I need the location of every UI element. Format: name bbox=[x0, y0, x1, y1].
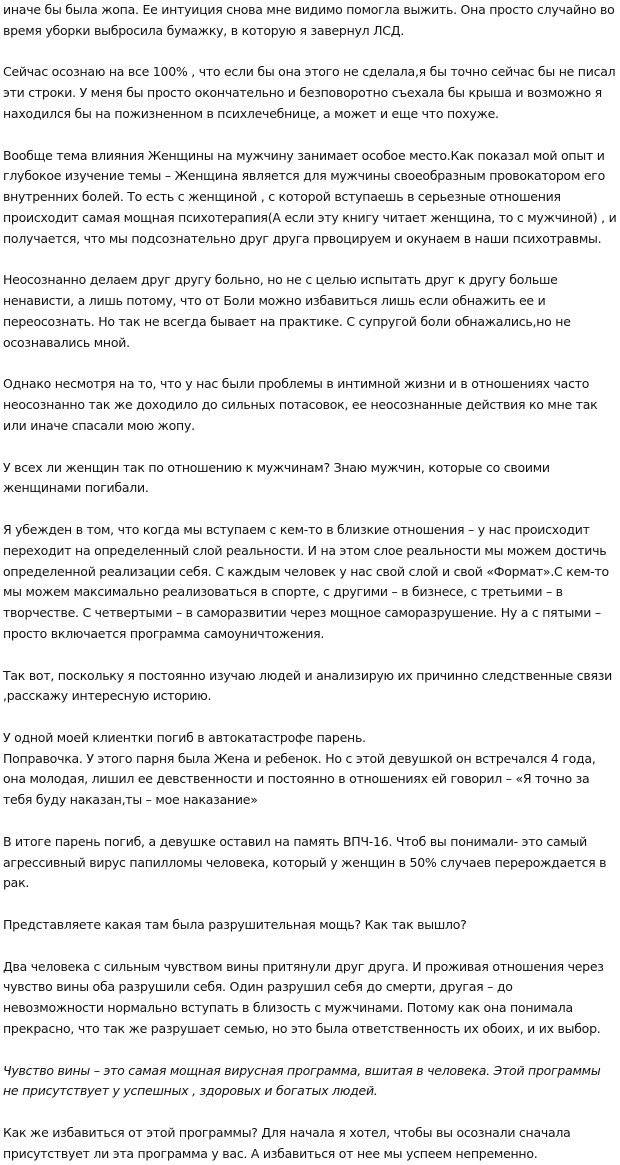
paragraph: Я убежден в том, что когда мы вступаем с кем-то в близкие отношения – у нас происходит переходит на определенный слой реальности. И на этом слое реальности мы можем достичь определенной реализации себя. С каждым человек у нас свой слой и свой «Формат».С кем-то мы можем максимально реализоваться в спорте, с другими – в бизнесе, с третьими – в творчестве. С четвертыми – в саморазвитии через мощное саморазрушение. Ну а с пятыми – просто включается программа самоуничтожения. bbox=[3, 521, 609, 641]
paragraph: Неосознанно делаем друг другу больно, но не с целью испытать друг к другу больше ненависти, а лишь потому, что от Боли можно избавиться лишь если обнажить ее и переосознать. Но так не всегда бывает на практике. С супругой боли обнажались,но не осознавались мной. bbox=[3, 272, 571, 350]
paragraph: В итоге парень погиб, а девушке оставил на память ВПЧ-16. Чтоб вы понимали- это самый агрессивный вирус папилломы человека, который у женщин в 50% случаев перерождается в рак. bbox=[3, 833, 607, 891]
paragraph: Сейчас осознаю на все 100% , что если бы она этого не сделала,я бы точно сейчас бы не писал эти строки. У меня бы просто окончательно и безповоротно съехала бы крыша и возможно я находился бы на пожизненном в психлечебнице, а может и еще что похуже. bbox=[3, 64, 616, 121]
paragraph: У всех ли женщин так по отношению к мужчинам? Знаю мужчин, которые со своими женщинами погибали. bbox=[3, 459, 550, 496]
paragraph: Поправочка. У этого парня была Жена и ребенок. Но с этой девушкой он встречался 4 года, она молодая, лишил ее девственности и постоянно в отношениях ей говорил – «Я точно за тебя буду наказан,ты – мое наказание» bbox=[3, 750, 596, 808]
paragraph: Два человека с сильным чувством вины притянули друг друга. И проживая отношения через чувство вины оба разрушили себя. Один разрушил себя до смерти, другая – до невозможности нормально вступать в близость с мужчинами. Потому как она понимала прекрасно, что так же разрушает семью, но это была ответственность их обоих, и их выбор. bbox=[3, 958, 604, 1037]
italic-paragraph: Чувство вины – это самая мощная вирусная программа, вшитая в человека. Этой программы не присутствует у успешных , здоровых и богатых людей. bbox=[3, 1062, 601, 1099]
paragraph: У одной моей клиентки погиб в автокатастрофе парень. bbox=[3, 729, 366, 745]
paragraph: Однако несмотря на то, что у нас были проблемы в интимной жизни и в отношениях часто неосознанно так же доходило до сильных потасовок, ее неосознанные действия ко мне так или иначе спасали мою жопу. bbox=[3, 376, 598, 433]
paragraph: Представляете какая там была разрушительная мощь? Как так вышло? bbox=[3, 917, 467, 933]
paragraph: Так вот, поскольку я постоянно изучаю людей и анализирую их причинно следственные связи ,расскажу интересную историю. bbox=[3, 667, 613, 704]
paragraph: Вообще тема влияния Женщины на мужчину занимает особое место.Как показал мой опыт и глубокое изучение темы – Женщина является для мужчины своеобразным провокатором его внутренних болей. То есть с женщиной , с которой вступаешь в серьезные отношения происходит самая мощная психотерапия(А если эту книгу читает женщина, то с мужчиной) , и получается, что мы подсознательно друг друга првоцируем и окунаем в наши психотравмы. bbox=[3, 147, 617, 246]
paragraph: иначе бы была жопа. Ее интуиция снова мне видимо помогла выжить. Она просто случайно во время уборки выбросила бумажку, в которую я завернул ЛСД. bbox=[3, 2, 615, 38]
paragraph: Как же избавиться от этой программы? Для начала я хотел, чтобы вы осознали сначала присутствует ли эта программа у вас. А избавиться от нее мы успеем непременно. bbox=[3, 1125, 571, 1161]
